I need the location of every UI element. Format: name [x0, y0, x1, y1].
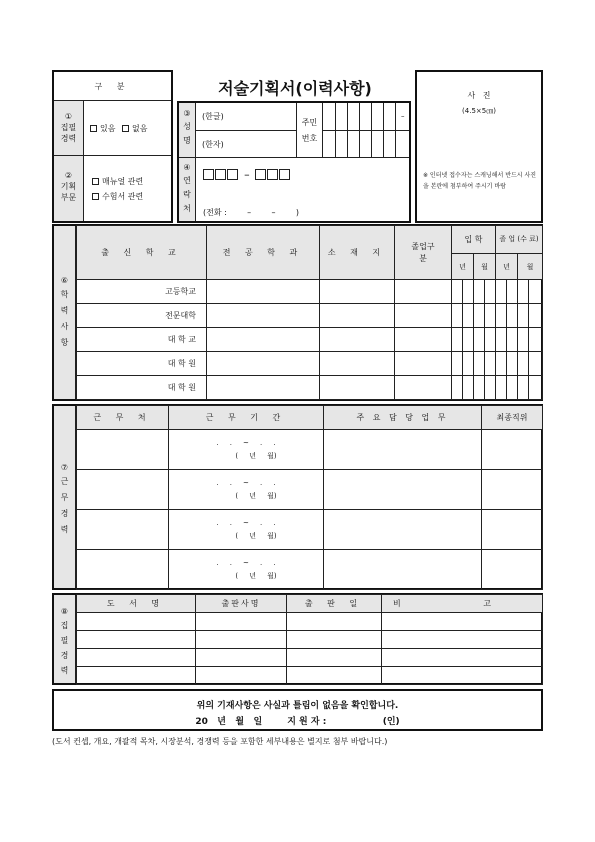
- writing-section: [52, 593, 543, 685]
- grad-type-cell[interactable]: [395, 328, 452, 352]
- id-number-field[interactable]: [323, 103, 409, 158]
- date-digit-cell[interactable]: [496, 280, 507, 304]
- field-number: ②: [64, 171, 73, 180]
- date-digit-cell[interactable]: [485, 280, 496, 304]
- work-duty-header: 주 요 담 당 업 무: [356, 413, 449, 422]
- photo-label: 사 진: [467, 91, 491, 100]
- date-digit-cell[interactable]: [518, 328, 529, 352]
- writing-row: [77, 613, 543, 631]
- education-row: [77, 304, 543, 328]
- hanja-label: (한자): [202, 140, 224, 149]
- school-cell[interactable]: [77, 328, 207, 352]
- name-korean-field[interactable]: [196, 103, 297, 131]
- date-digit-cell[interactable]: [463, 376, 474, 400]
- pubdate-cell[interactable]: [287, 649, 382, 667]
- exp-label: 집필경력: [60, 123, 77, 143]
- work-number: ⑦: [60, 463, 69, 472]
- work-place-header: 근 무 처: [93, 413, 152, 422]
- education-row: [77, 376, 543, 400]
- school-type: 대 학 원: [167, 359, 196, 368]
- writing-table: [76, 594, 543, 685]
- work-label: 근무경력: [60, 477, 69, 534]
- period-duration: ( 년 월): [235, 491, 277, 500]
- book-cell[interactable]: [77, 613, 196, 631]
- work-place-cell[interactable]: [77, 510, 169, 550]
- date-digit-cell[interactable]: [452, 280, 463, 304]
- publisher-cell[interactable]: [196, 631, 287, 649]
- period-duration: ( 년 월): [235, 451, 277, 460]
- entry-month-header: 월: [481, 262, 488, 271]
- publisher-cell[interactable]: [196, 649, 287, 667]
- contact-number: ④: [183, 163, 191, 172]
- work-position-cell[interactable]: [482, 510, 543, 550]
- date-digit-cell[interactable]: [452, 328, 463, 352]
- date-digit-cell[interactable]: [474, 328, 485, 352]
- date-digit-cell[interactable]: [485, 352, 496, 376]
- date-digit-cell[interactable]: [496, 352, 507, 376]
- major-cell[interactable]: [207, 304, 320, 328]
- date-digit-cell[interactable]: [518, 304, 529, 328]
- manual-label: 매뉴얼 관련: [102, 177, 144, 186]
- location-cell[interactable]: [320, 352, 395, 376]
- date-digit-cell[interactable]: [529, 376, 543, 400]
- school-cell[interactable]: [77, 280, 207, 304]
- education-row: [77, 352, 543, 376]
- date-digit-cell[interactable]: [518, 280, 529, 304]
- signature-line[interactable]: 20 년 월 일 지 원 자 : (인): [195, 717, 400, 727]
- work-duty-cell[interactable]: [324, 430, 482, 470]
- work-row: [77, 470, 543, 510]
- date-digit-cell[interactable]: [485, 304, 496, 328]
- date-digit-cell[interactable]: [452, 376, 463, 400]
- date-digit-cell[interactable]: [463, 352, 474, 376]
- work-place-cell[interactable]: [77, 550, 169, 590]
- date-digit-cell[interactable]: [507, 376, 518, 400]
- education-row: [77, 280, 543, 304]
- publisher-header: 출판사명: [221, 599, 261, 608]
- date-digit-cell[interactable]: [529, 328, 543, 352]
- writing-row: [77, 649, 543, 667]
- note-cell[interactable]: [382, 613, 543, 631]
- date-digit-cell[interactable]: [463, 328, 474, 352]
- grad-year-header: 년: [503, 262, 510, 271]
- school-header: 출 신 학 교: [101, 248, 182, 257]
- publisher-cell[interactable]: [196, 667, 287, 685]
- pubdate-cell[interactable]: [287, 667, 382, 685]
- exp-number: ①: [64, 112, 73, 121]
- personal-info-block: [177, 101, 411, 223]
- major-cell[interactable]: [207, 280, 320, 304]
- work-place-cell[interactable]: [77, 430, 169, 470]
- work-row: [77, 430, 543, 470]
- pubdate-header: 출 판 일: [304, 599, 364, 608]
- date-digit-cell[interactable]: [507, 328, 518, 352]
- school-cell[interactable]: [77, 304, 207, 328]
- note-cell[interactable]: [382, 649, 543, 667]
- date-digit-cell[interactable]: [507, 304, 518, 328]
- book-header: 도 서 명: [106, 599, 166, 608]
- period-dates: . . ~ . .: [216, 558, 276, 567]
- date-digit-cell[interactable]: [485, 376, 496, 400]
- exp-no-checkbox[interactable]: [122, 125, 129, 132]
- field-label: 기획부문: [60, 182, 77, 202]
- book-cell[interactable]: [77, 649, 196, 667]
- date-digit-cell[interactable]: [474, 304, 485, 328]
- id-label: 주민번호: [301, 118, 318, 143]
- book-cell[interactable]: [77, 667, 196, 685]
- category-block: [52, 70, 173, 223]
- grad-type-cell[interactable]: [395, 376, 452, 400]
- school-cell[interactable]: [77, 352, 207, 376]
- phone-field[interactable]: (전화 : – – ): [203, 208, 299, 217]
- exam-checkbox[interactable]: [92, 193, 99, 200]
- work-row: [77, 510, 543, 550]
- major-cell[interactable]: [207, 352, 320, 376]
- school-type: 대 학 교: [167, 335, 196, 344]
- major-cell[interactable]: [207, 328, 320, 352]
- work-duty-cell[interactable]: [324, 470, 482, 510]
- writing-experience-row: [54, 101, 171, 156]
- period-dates: . . ~ . .: [216, 478, 276, 487]
- work-period-cell[interactable]: [169, 470, 324, 510]
- work-period-cell[interactable]: [169, 550, 324, 590]
- date-digit-cell[interactable]: [485, 328, 496, 352]
- school-type: 전문대학: [165, 311, 196, 320]
- entry-year-header: 년: [459, 262, 466, 271]
- grad-type-cell[interactable]: [395, 352, 452, 376]
- grad-header: 졸 업 (수 료): [499, 235, 539, 243]
- location-header: 소 재 지: [327, 248, 387, 257]
- school-type: 대 학 원: [167, 383, 196, 392]
- contact-label: 연락처: [183, 176, 191, 213]
- work-section: [52, 404, 543, 590]
- photo-note: ※ 인터넷 접수자는 스캐닝해서 반드시 사진을 본란에 첨부하여 주시기 바람: [423, 172, 537, 190]
- date-digit-cell[interactable]: [463, 280, 474, 304]
- footer-note: (도서 컨셉, 개요, 개괄적 목차, 시장분석, 경쟁력 등을 포함한 세부내용은 별지로 첨부 바랍니다.): [52, 737, 388, 746]
- date-digit-cell[interactable]: [452, 352, 463, 376]
- date-digit-cell[interactable]: [463, 304, 474, 328]
- work-position-cell[interactable]: [482, 430, 543, 470]
- education-number: ⑥: [60, 276, 69, 285]
- book-cell[interactable]: [77, 631, 196, 649]
- writing-number: ⑧: [60, 607, 69, 616]
- date-digit-cell[interactable]: [518, 352, 529, 376]
- date-digit-cell[interactable]: [452, 304, 463, 328]
- postal-dash: –: [244, 168, 250, 181]
- grad-type-cell[interactable]: [395, 280, 452, 304]
- date-digit-cell[interactable]: [507, 352, 518, 376]
- pubdate-cell[interactable]: [287, 613, 382, 631]
- publisher-cell[interactable]: [196, 613, 287, 631]
- name-hanja-field[interactable]: [196, 131, 297, 158]
- location-cell[interactable]: [320, 328, 395, 352]
- date-digit-cell[interactable]: [496, 304, 507, 328]
- period-dates: . . ~ . .: [216, 438, 276, 447]
- work-position-cell[interactable]: [482, 550, 543, 590]
- confirmation-box: [52, 689, 543, 731]
- document-title: 저술기획서(이력사항): [218, 79, 372, 98]
- work-position-cell[interactable]: [482, 470, 543, 510]
- work-period-cell[interactable]: [169, 430, 324, 470]
- note-cell[interactable]: [382, 631, 543, 649]
- grad-type-header: 졸업구분: [411, 241, 435, 263]
- note-cell[interactable]: [382, 667, 543, 685]
- work-period-header: 근 무 기 간: [205, 413, 287, 422]
- date-digit-cell[interactable]: [529, 352, 543, 376]
- school-cell[interactable]: [77, 376, 207, 400]
- major-header: 전 공 학 과: [222, 248, 304, 257]
- period-duration: ( 년 월): [235, 571, 277, 580]
- work-place-cell[interactable]: [77, 470, 169, 510]
- education-row: [77, 328, 543, 352]
- note-header: 비 고: [393, 599, 531, 608]
- date-digit-cell[interactable]: [496, 328, 507, 352]
- name-label: 성명: [183, 122, 191, 145]
- education-table: [76, 225, 543, 400]
- category-header: [54, 72, 171, 101]
- work-duty-cell[interactable]: [324, 550, 482, 590]
- major-cell[interactable]: [207, 376, 320, 400]
- category-label: 구 분: [94, 81, 131, 91]
- writing-label: 집필경력: [60, 621, 69, 675]
- date-digit-cell[interactable]: [507, 280, 518, 304]
- entry-header: 입 학: [464, 235, 483, 244]
- period-duration: ( 년 월): [235, 531, 277, 540]
- location-cell[interactable]: [320, 280, 395, 304]
- date-digit-cell[interactable]: [496, 376, 507, 400]
- confirmation-statement: 위의 기재사항은 사실과 틀림이 없음을 확인합니다.: [196, 701, 399, 711]
- exp-yes-checkbox[interactable]: [90, 125, 97, 132]
- name-number: ③: [183, 109, 191, 118]
- date-digit-cell[interactable]: [518, 376, 529, 400]
- work-position-header: 최종직위: [496, 413, 528, 422]
- work-table: [76, 405, 543, 590]
- school-type: 고등학교: [165, 287, 196, 296]
- photo-box[interactable]: [415, 70, 543, 223]
- education-label: 학력사항: [60, 290, 69, 347]
- address-field[interactable]: [203, 164, 291, 183]
- writing-row: [77, 631, 543, 649]
- korean-label: (한글): [202, 112, 224, 121]
- date-digit-cell[interactable]: [474, 280, 485, 304]
- education-section: [52, 224, 543, 401]
- writing-row: [77, 667, 543, 685]
- planning-field-row: [54, 156, 171, 221]
- pubdate-cell[interactable]: [287, 631, 382, 649]
- work-period-cell[interactable]: [169, 510, 324, 550]
- photo-size: (4.5×5㎝): [462, 107, 496, 115]
- date-digit-cell[interactable]: [529, 280, 543, 304]
- manual-checkbox[interactable]: [92, 178, 99, 185]
- period-dates: . . ~ . .: [216, 518, 276, 527]
- grad-type-cell[interactable]: [395, 304, 452, 328]
- exam-label: 수험서 관련: [102, 192, 144, 201]
- date-digit-cell[interactable]: [529, 304, 543, 328]
- location-cell[interactable]: [320, 304, 395, 328]
- date-digit-cell[interactable]: [474, 376, 485, 400]
- location-cell[interactable]: [320, 376, 395, 400]
- grad-month-header: 월: [526, 262, 534, 271]
- date-digit-cell[interactable]: [474, 352, 485, 376]
- work-row: [77, 550, 543, 590]
- exp-yes-label: 있음: [100, 124, 116, 133]
- work-duty-cell[interactable]: [324, 510, 482, 550]
- id-dash: –: [401, 112, 405, 120]
- exp-no-label: 없음: [132, 124, 148, 133]
